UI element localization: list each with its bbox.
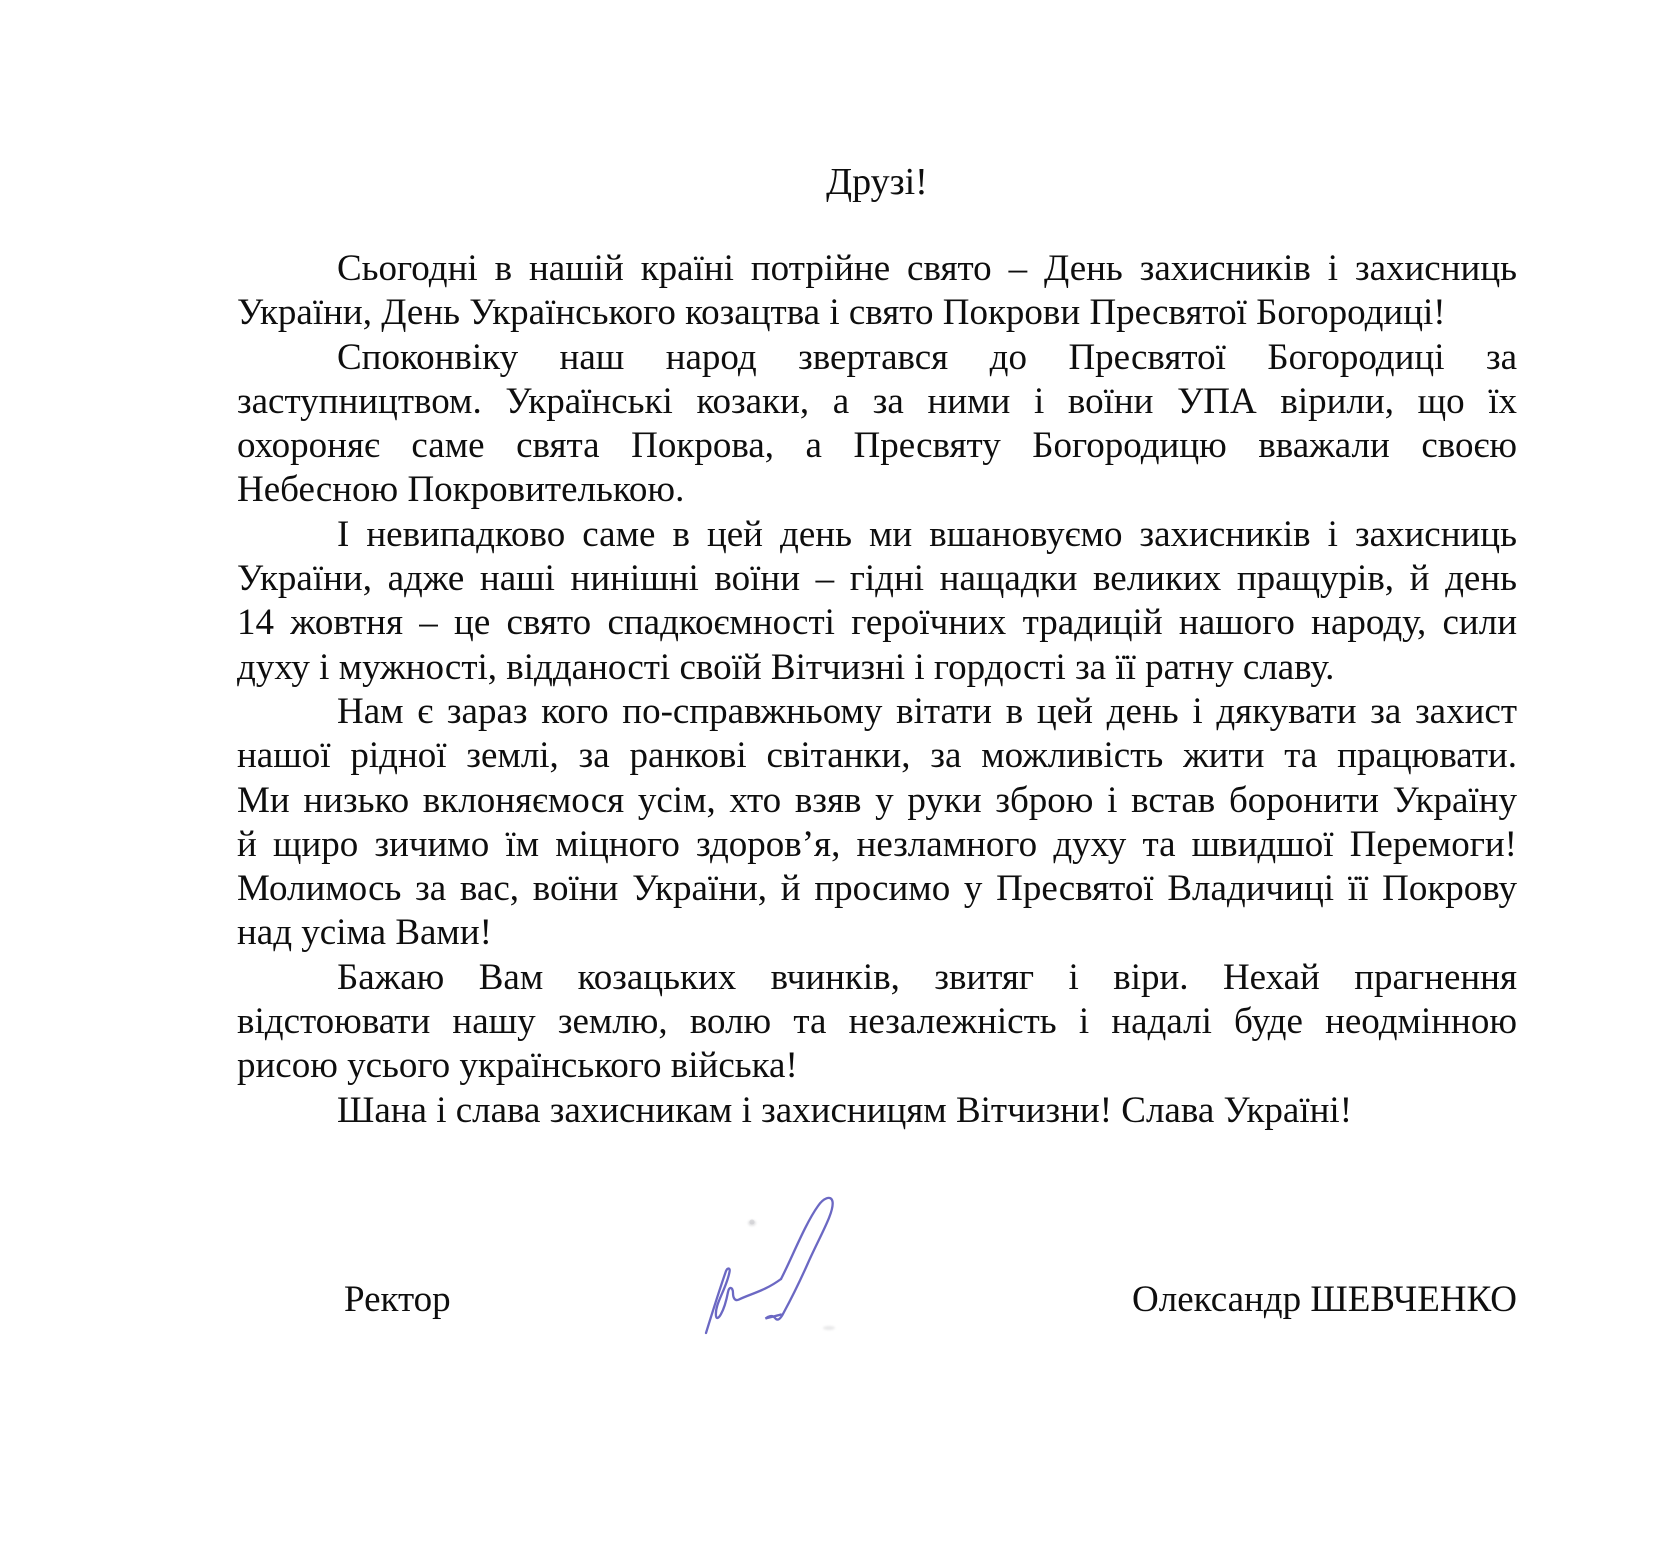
letter-line: України, День Українського козацтва і свято Покрови Пресвятої Богородиці!	[237, 292, 1446, 334]
signature-handwriting-icon	[650, 1180, 900, 1370]
letter-line: й щиро зичимо їм міцного здоров’я, незламного духу та швидшої Перемоги!	[237, 823, 1517, 865]
letter-line: над усіма Вами!	[237, 912, 492, 954]
letter-line: Ми низько вклоняємося усім, хто взяв у руки зброю і встав боронити Україну	[237, 779, 1517, 821]
letter-line: духу і мужності, відданості своїй Вітчизні і гордості за її ратну славу.	[237, 646, 1335, 688]
letter-line: 14 жовтня – це свято спадкоємності героїчних традицій нашого народу, сили	[237, 602, 1517, 644]
letter-line: України, адже наші нинішні воїни – гідні нащадки великих пращурів, й день	[237, 558, 1517, 600]
letter-line: Нам є зараз кого по-справжньому вітати в цей день і дякувати за захист	[337, 690, 1517, 732]
letter-title: Друзі!	[826, 161, 928, 203]
scan-speck-icon	[823, 1326, 835, 1330]
letter-line: Молимось за вас, воїни України, й просимо у Пресвятої Владичиці її Покрову	[237, 868, 1517, 910]
scan-speck-icon	[748, 1220, 756, 1226]
letter-line: охороняє саме свята Покрова, а Пресвяту Богородицю вважали своєю	[237, 425, 1517, 467]
letter-line: Шана і слава захисникам і захисницям Вітчизни! Слава Україні!	[337, 1089, 1353, 1131]
letter-line: Сьогодні в нашій країні потрійне свято – День захисників і захисниць	[337, 248, 1517, 289]
letter-line: рисою усього українського війська!	[237, 1045, 798, 1087]
letter-line: нашої рідної землі, за ранкові світанки, за можливість жити та працювати.	[237, 735, 1517, 777]
letter-body	[237, 247, 1517, 1133]
signature-block	[237, 1278, 1517, 1322]
signature-image	[650, 1180, 900, 1370]
letter-line: відстоювати нашу землю, волю та незалежність і надалі буде неодмінною	[237, 1001, 1517, 1043]
letter-line: І невипадково саме в цей день ми вшановуємо захисників і захисниць	[337, 513, 1517, 555]
signatory-role: Ректор	[344, 1279, 451, 1320]
letter-line: Бажаю Вам козацьких вчинків, звитяг і віри. Нехай прагнення	[337, 956, 1517, 998]
letter-line: Небесною Покровителькою.	[237, 469, 685, 511]
signatory-name: Олександр ШЕВЧЕНКО	[1132, 1279, 1517, 1320]
letter-line: заступництвом. Українські козаки, а за ними і воїни УПА вірили, що їх	[237, 380, 1517, 422]
letter-line: Споконвіку наш народ звертався до Пресвятої Богородиці за	[337, 336, 1517, 378]
